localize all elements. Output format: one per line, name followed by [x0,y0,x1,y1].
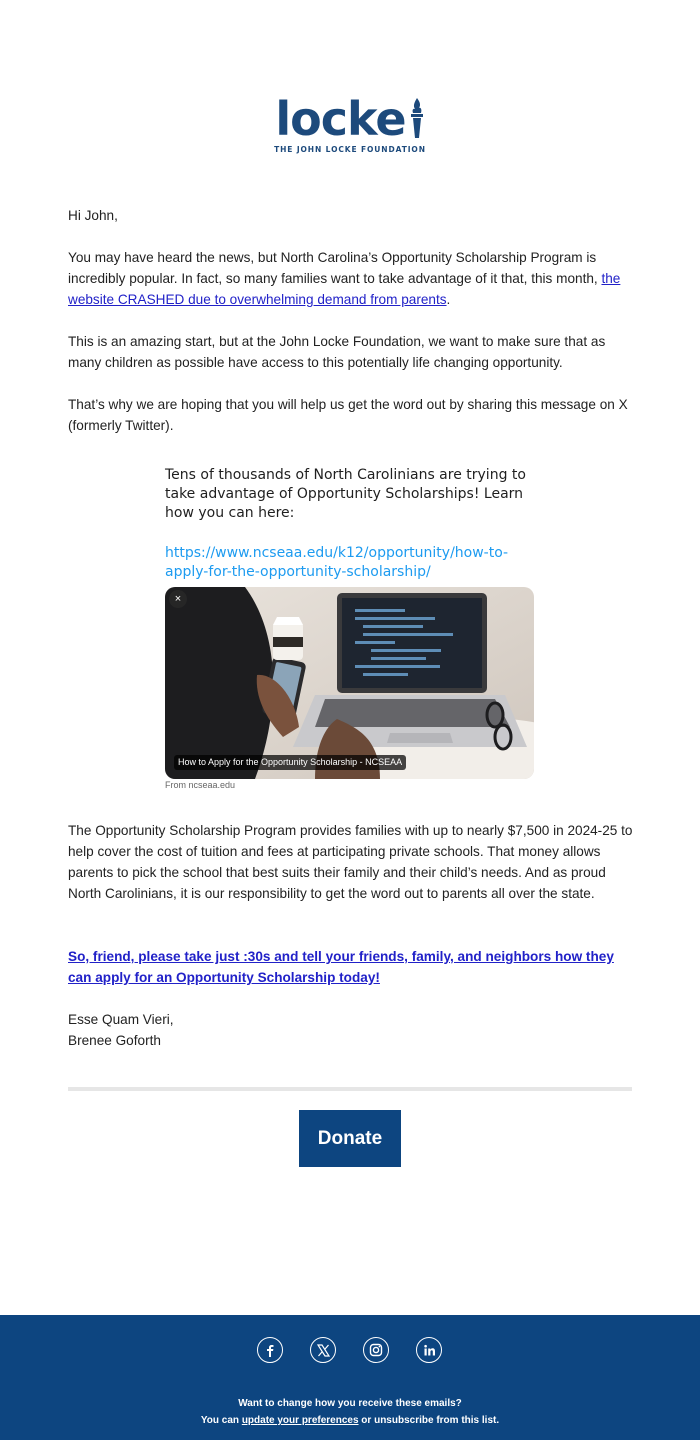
paragraph-intro-text: You may have heard the news, but North Carolina’s Opportunity Scholarship Program is incredibly popular. In fact, so many families want to take advantage of it that, this month, [68,250,602,286]
footer-line-2-prefix: You can [200,1415,242,1426]
divider [68,1087,632,1091]
linkedin-icon[interactable] [416,1337,442,1363]
footer [0,1315,700,1440]
footer-line-2-suffix: or unsubscribe from this list. [358,1415,500,1426]
card-source: From ncseaa.edu [165,780,236,790]
logo-wordmark: locke [275,92,406,146]
close-icon[interactable]: × [169,590,187,608]
tweet-embed[interactable] [165,466,535,582]
update-preferences-link[interactable]: update your preferences [241,1415,359,1426]
x-icon[interactable] [310,1337,336,1363]
tweet-text: Tens of thousands of North Carolinians are trying to take advantage of Opportunity Scholarships! Learn how you can here: [165,467,526,521]
signature: Brenee Goforth [68,1033,161,1048]
website-crashed-link[interactable]: the website CRASHED due to overwhelming demand from parents [68,271,621,307]
logo-subtitle: THE JOHN LOCKE FOUNDATION [274,145,426,154]
facebook-icon[interactable] [257,1337,283,1363]
laptop-photo [165,587,534,779]
greeting: Hi John, [68,208,118,223]
tweet-url[interactable]: https://www.ncseaa.edu/k12/opportunity/how-to-apply-for-the-opportunity-scholarship/ [165,545,509,580]
instagram-icon[interactable] [363,1337,389,1363]
signoff: Esse Quam Vieri, [68,1012,174,1027]
footer-line-1: Want to change how you receive these emails? [238,1398,462,1409]
paragraph-share: That’s why we are hoping that you will help us get the word out by sharing this message on X (formerly Twitter). [68,397,628,433]
link-preview-card[interactable] [165,587,534,779]
donate-button[interactable]: Donate [299,1110,401,1167]
cta-paragraph [68,946,634,988]
paragraph-program: The Opportunity Scholarship Program provides families with up to nearly $7,500 in 2024-25 to help cover the cost of tuition and fees at participating private schools. That money allows parents to pick the school that best suits their family and their child’s needs. And as proud North Carolinians, it is our responsibility to get the word out to parents all over the state. [68,823,633,901]
paragraph-intro [68,247,634,310]
torch-icon [409,98,425,140]
footer-line-2 [0,1412,700,1429]
share-scholarship-link[interactable]: So, friend, please take just :30s and tell your friends, family, and neighbors how they can apply for an Opportunity Scholarship today! [68,949,614,985]
paragraph-intro-end: . [446,292,451,307]
paragraph-access: This is an amazing start, but at the John Locke Foundation, we want to make sure that as many children as possible have access to this potentially life changing opportunity. [68,334,606,370]
brand-logo[interactable] [0,92,700,154]
card-caption: How to Apply for the Opportunity Scholarship - NCSEAA [174,755,406,770]
